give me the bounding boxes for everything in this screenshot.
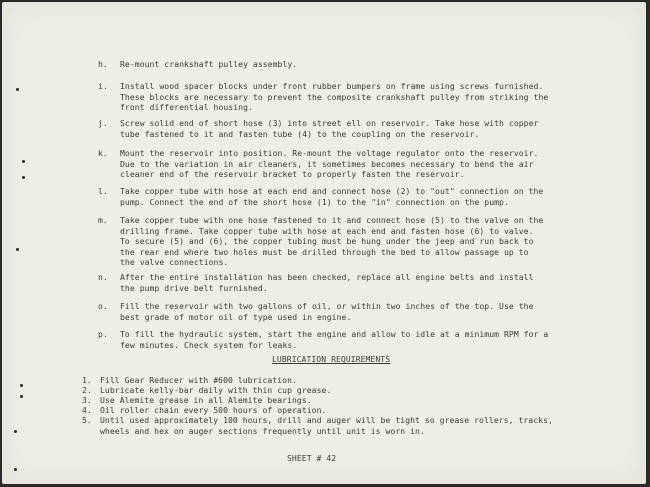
- item-number: 1.: [82, 375, 92, 385]
- step-letter: k.: [98, 148, 108, 158]
- item-number: 4.: [82, 405, 92, 415]
- sheet-number: SHEET # 42: [287, 453, 337, 463]
- step-text: Fill the reservoir with two gallons of oil, or within two inches of the top. Use the best grade of motor oil of type used in engine.: [120, 301, 534, 322]
- step-letter: p.: [98, 329, 108, 339]
- step-text: Take copper tube with hose at each end and connect hose (2) to "out" connection on the pump. Connect the end of the short hose (1) to the "in" connection on the pump.: [120, 186, 544, 207]
- step-letter: o.: [98, 301, 108, 311]
- punch-hole: [22, 176, 25, 179]
- punch-hole: [16, 248, 19, 251]
- step-text: Re-mount crankshaft pulley assembly.: [120, 59, 298, 69]
- step-letter: i.: [98, 81, 108, 91]
- step-text: Take copper tube with one hose fastened to it and connect hose (5) to the valve on the drilling frame. Take copper tube with hose at each end and fasten hose (6) to valve. To secure (5) and (6), the copper tubing must be hung under the jeep and run back to the rear end where two holes must be drilled through the bed to allow passage up to the valve connections.: [120, 215, 544, 268]
- step-letter: j.: [98, 118, 108, 128]
- item-number: 2.: [82, 385, 92, 395]
- step-text: After the entire installation has been checked, replace all engine belts and install the pump drive belt furnished.: [120, 272, 534, 293]
- item-text: Use Alemite grease in all Alemite bearings.: [100, 395, 312, 405]
- item-text: Fill Gear Reducer with #600 lubrication.: [100, 375, 297, 385]
- step-text: Install wood spacer blocks under front rubber bumpers on frame using screws furnished. These blocks are necessary to prevent the composite crankshaft pulley from striking the front differential housing.: [120, 81, 549, 113]
- item-number: 3.: [82, 395, 92, 405]
- step-text: To fill the hydraulic system, start the engine and allow to idle at a minimum RPM for a few minutes. Check system for leaks.: [120, 329, 549, 350]
- step-text: Screw solid end of short hose (3) into street ell on reservoir. Take hose with copper tube fastened to it and fasten tube (4) to the coupling on the reservoir.: [120, 118, 539, 139]
- punch-hole: [20, 384, 23, 387]
- step-text: Mount the reservoir into position. Re-mount the voltage regulator onto the reservoir. Due to the variation in air cleaners, it sometimes becomes necessary to bend the air cleaner end of the reservoir bracket to properly fasten the reservoir.: [120, 148, 539, 180]
- punch-hole: [22, 160, 25, 163]
- step-letter: m.: [98, 215, 108, 225]
- punch-hole: [14, 468, 17, 471]
- item-text: Oil roller chain every 500 hours of operation.: [100, 405, 327, 415]
- step-letter: n.: [98, 272, 108, 282]
- step-letter: l.: [98, 186, 108, 196]
- document-page: [2, 2, 646, 484]
- punch-hole: [16, 88, 19, 91]
- item-number: 5.: [82, 415, 92, 425]
- punch-hole: [20, 395, 23, 398]
- section-heading: LUBRICATION REQUIREMENTS: [272, 354, 391, 364]
- item-text: Lubricate kelly-bar daily with thin cup grease.: [100, 385, 332, 395]
- step-letter: h.: [98, 59, 108, 69]
- item-text: Until used approximately 100 hours, drill and auger will be tight so grease rollers, tracks, wheels and hex on auger sections frequently until unit is worn in.: [100, 415, 553, 436]
- punch-hole: [14, 430, 17, 433]
